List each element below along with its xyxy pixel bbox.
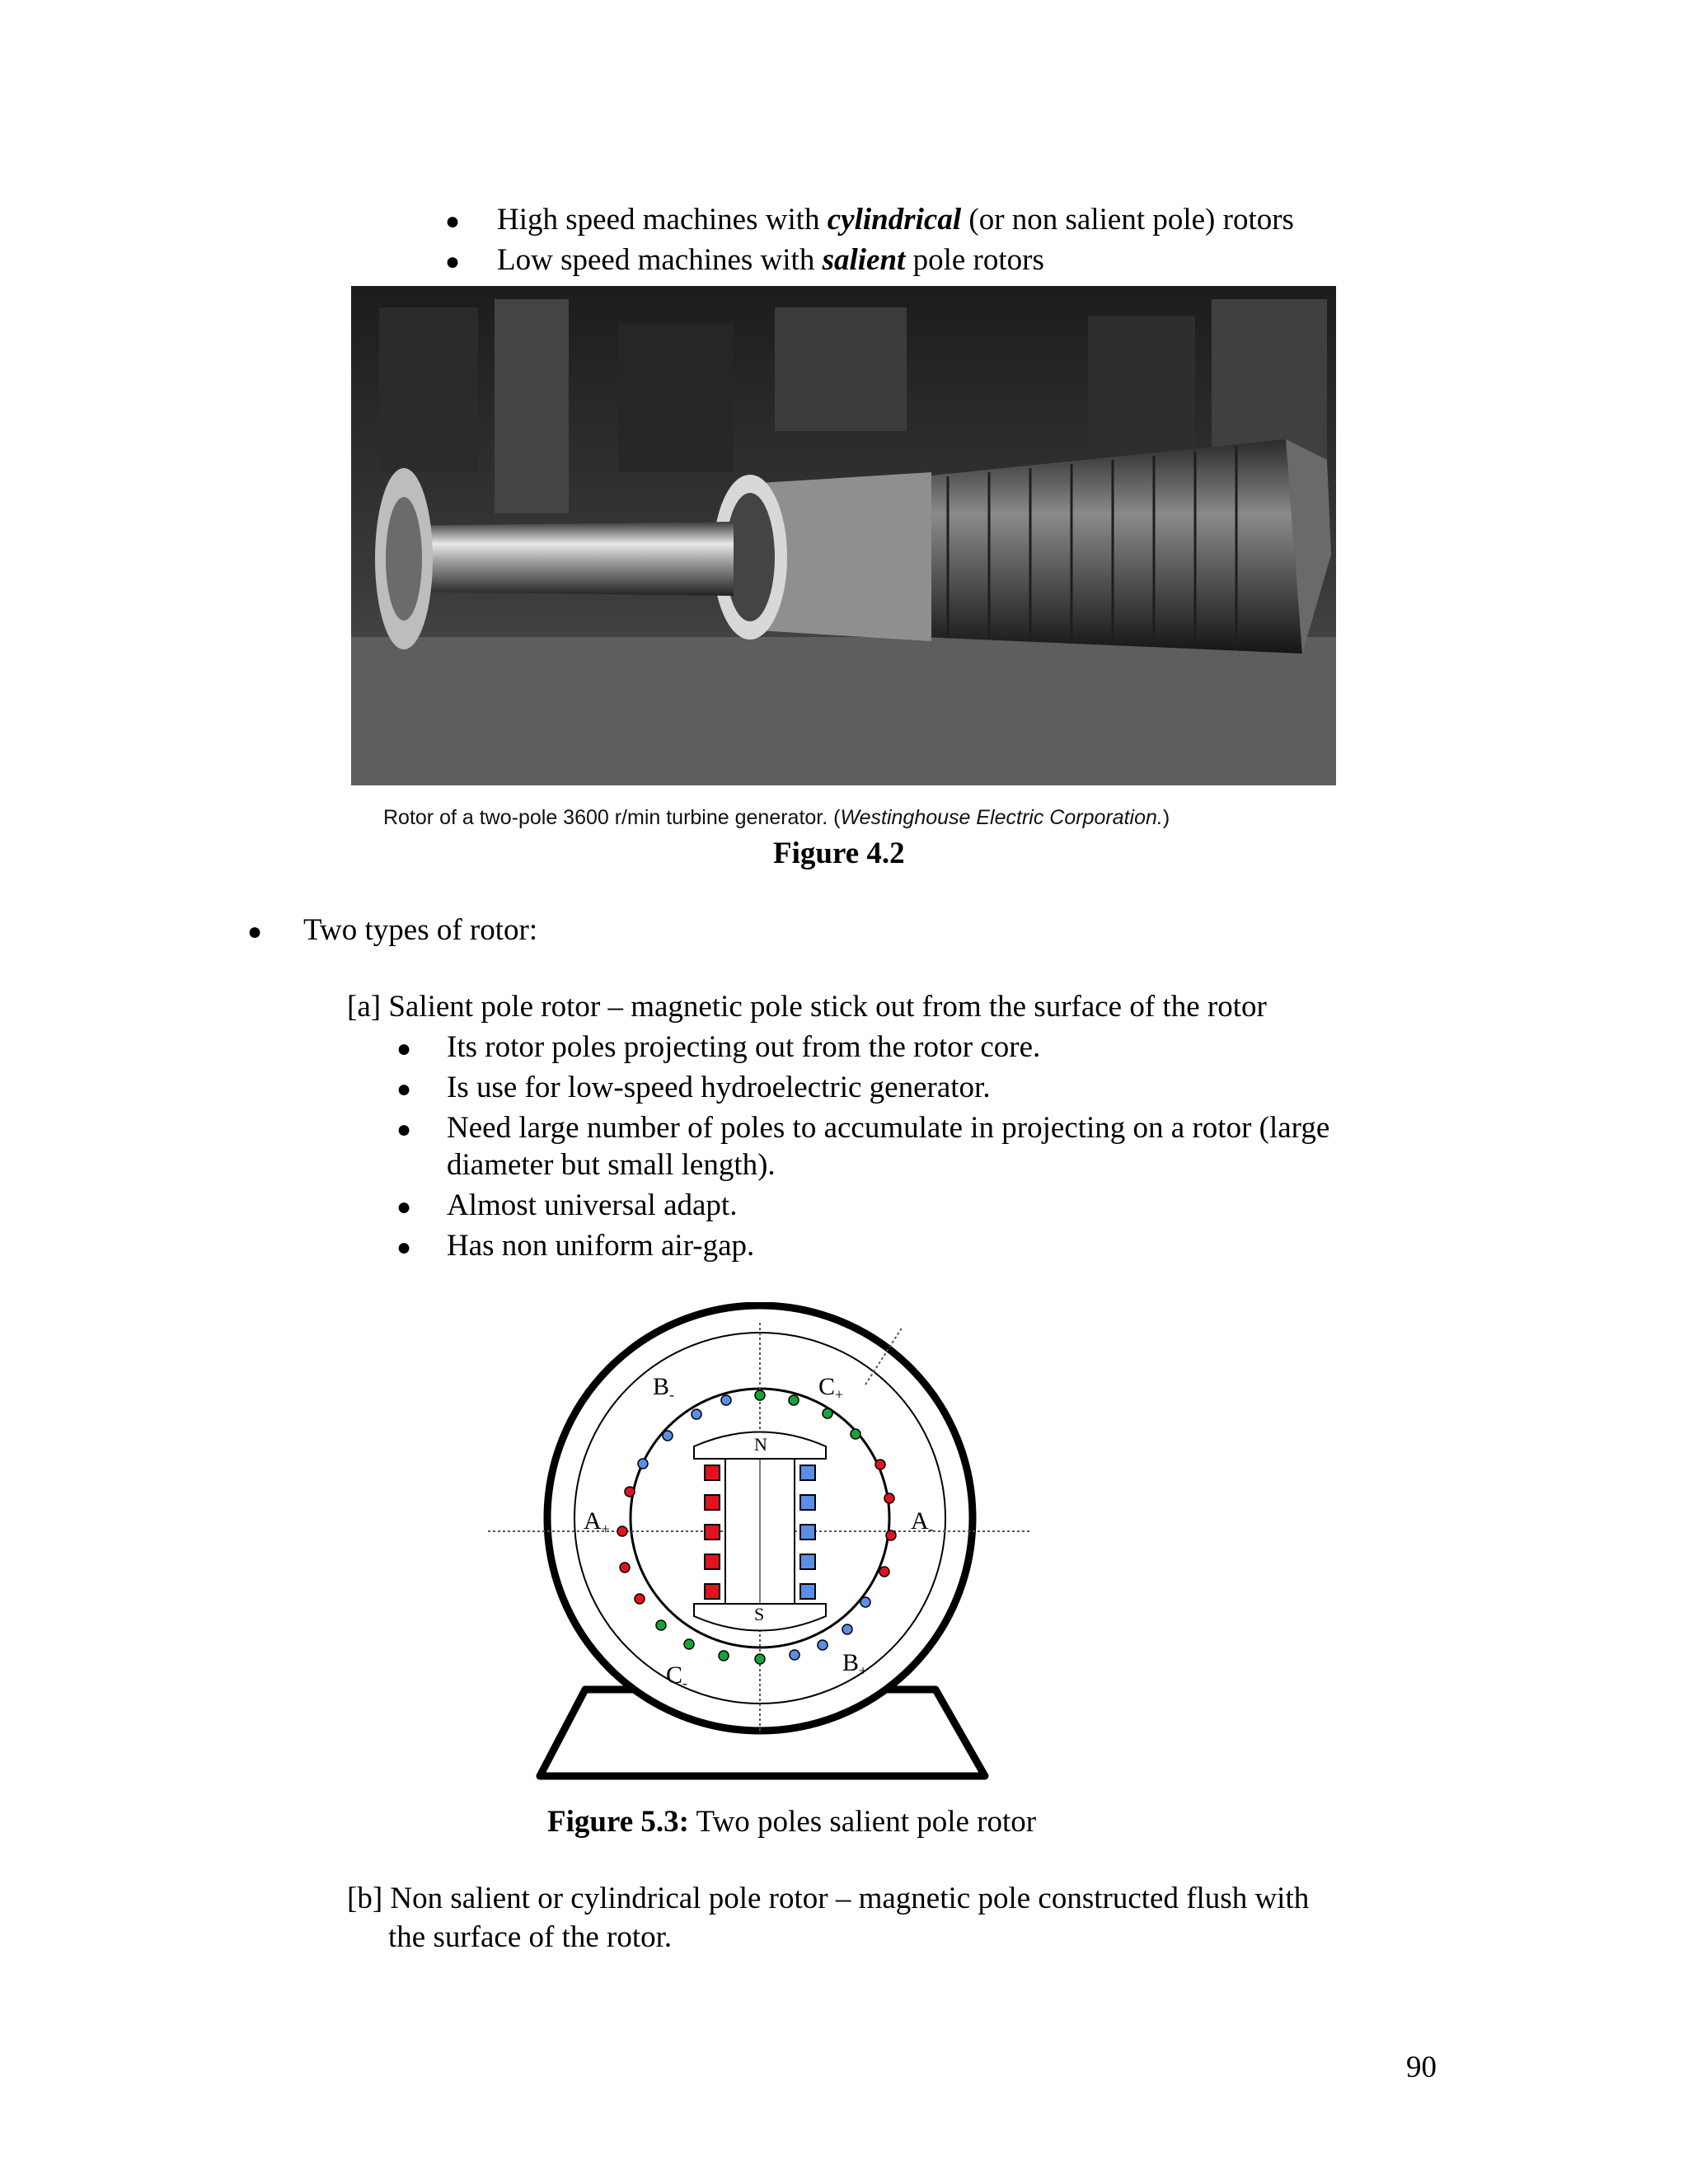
photo-caption — [383, 806, 1170, 830]
intro-item-2-emphasis: salient — [822, 243, 906, 277]
figure-5-3-label: Figure 5.3: — [547, 1805, 689, 1839]
types-heading: Two types of rotor: — [303, 913, 538, 947]
north-pole-label: N — [754, 1434, 767, 1455]
photo-caption-text: Rotor of a two-pole 3600 r/min turbine generator. ( — [383, 806, 841, 829]
figure-5-3-text: Two poles salient pole rotor — [688, 1805, 1037, 1839]
bullet-dot: ● — [396, 1234, 412, 1261]
intro-item-2-text: Low speed machines with — [497, 243, 823, 277]
south-pole-label: S — [754, 1604, 765, 1624]
bullet-dot: ● — [396, 1035, 412, 1062]
salient-item: Its rotor poles projecting out from the rotor core. — [447, 1030, 1041, 1064]
label-c-plus: $C_+$ — [818, 1373, 844, 1403]
intro-item-1-rest: (or non salient pole) rotors — [961, 203, 1294, 237]
photo-caption-credit: Westinghouse Electric Corporation. — [840, 806, 1163, 829]
rotor-photo — [346, 283, 1339, 837]
label-a-plus: $A_+$ — [584, 1507, 610, 1537]
rotor-photo-graphic — [346, 283, 1339, 837]
intro-item-1 — [497, 202, 1294, 238]
label-c-minus: $C_-$ — [666, 1661, 688, 1691]
salient-item: Is use for low-speed hydroelectric generator. — [447, 1071, 991, 1104]
label-b-minus: $B_-$ — [653, 1373, 675, 1403]
bullet-dot: ● — [396, 1116, 412, 1143]
bullet-dot: ● — [247, 918, 263, 945]
intro-item-1-emphasis: cylindrical — [827, 203, 962, 237]
bullet-dot: ● — [396, 1193, 412, 1221]
intro-item-1-text: High speed machines with — [497, 203, 828, 237]
bullet-dot: ● — [445, 208, 461, 235]
label-a-minus: $A_-$ — [911, 1507, 934, 1537]
bullet-dot: ● — [396, 1076, 412, 1103]
photo-caption-close: ) — [1162, 806, 1170, 829]
salient-item: Has non uniform air-gap. — [447, 1229, 755, 1263]
salient-item-continuation: diameter but small length). — [447, 1148, 776, 1182]
salient-item: Need large number of poles to accumulate in projecting on a rotor (large — [447, 1111, 1330, 1145]
figure-4-2-label: Figure 4.2 — [773, 837, 905, 870]
figure-5-3-caption — [547, 1804, 1036, 1840]
salient-item: Almost universal adapt. — [447, 1188, 738, 1222]
non-salient-line-2: the surface of the rotor. — [388, 1920, 673, 1954]
salient-pole-diagram — [478, 1302, 1055, 1797]
intro-item-2-rest: pole rotors — [905, 243, 1044, 277]
label-b-plus: $B_+$ — [842, 1649, 868, 1679]
non-salient-line-1: [b] Non salient or cylindrical pole rotor – magnetic pole constructed flush with — [347, 1882, 1310, 1915]
bullet-dot: ● — [445, 248, 461, 275]
intro-item-2 — [497, 242, 1044, 279]
page-number: 90 — [1406, 2050, 1437, 2084]
salient-heading: [a] Salient pole rotor – magnetic pole stick out from the surface of the rotor — [347, 990, 1267, 1024]
